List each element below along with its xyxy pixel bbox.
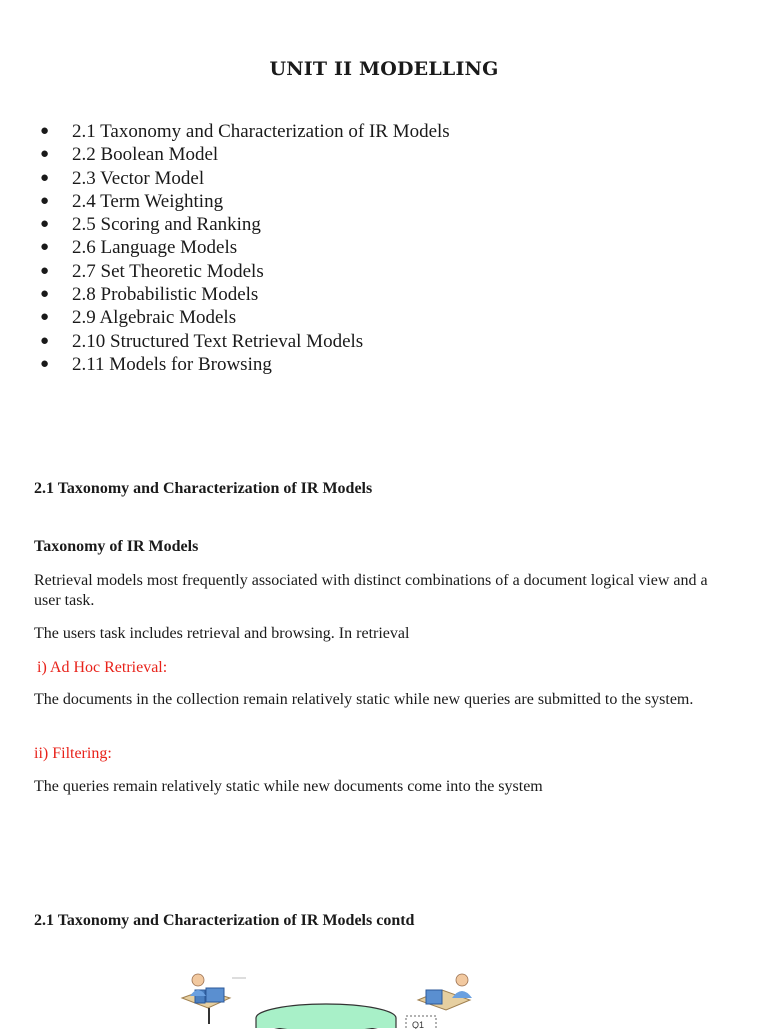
- toc-item: [38, 143, 450, 166]
- paragraph: The users task includes retrieval and browsing. In retrieval: [34, 625, 410, 642]
- bullet-icon: ●: [40, 146, 50, 163]
- bullet-icon: ●: [40, 123, 50, 139]
- toc-item: [38, 213, 450, 236]
- bullet-icon: ●: [40, 286, 50, 303]
- toc-item-label: 2.9 Algebraic Models: [72, 307, 237, 329]
- paragraph: Retrieval models most frequently associated with distinct combinations of a document logical view and a user task.: [34, 572, 708, 609]
- ir-taxonomy-diagram: [170, 968, 500, 1029]
- filtering-label: ii) Filtering:: [34, 745, 112, 762]
- table-of-contents: [38, 120, 450, 376]
- toc-item: [38, 236, 450, 259]
- user-computer-icon: [418, 974, 472, 1010]
- bullet-icon: ●: [40, 216, 50, 233]
- toc-item: [38, 167, 450, 190]
- page-title: UNIT II MODELLING: [269, 58, 499, 80]
- toc-item-label: 2.8 Probabilistic Models: [72, 284, 259, 306]
- bullet-icon: ●: [40, 355, 50, 372]
- toc-item-label: 2.5 Scoring and Ranking: [72, 214, 261, 236]
- toc-item-label: 2.4 Term Weighting: [72, 190, 224, 212]
- bullet-icon: ●: [40, 262, 50, 279]
- adhoc-retrieval-label: i) Ad Hoc Retrieval:: [37, 659, 168, 676]
- toc-item: [38, 283, 450, 306]
- diagram-svg: [170, 968, 500, 1029]
- section-heading: 2.1 Taxonomy and Characterization of IR Models contd: [34, 912, 415, 929]
- user-computer-icon: [182, 974, 246, 1024]
- section-heading: 2.1 Taxonomy and Characterization of IR Models: [34, 480, 373, 497]
- paragraph: The queries remain relatively static while new documents come into the system: [34, 778, 543, 795]
- toc-item-label: 2.1 Taxonomy and Characterization of IR Models: [72, 121, 450, 142]
- query-box-label: Q1: [412, 1020, 425, 1029]
- bullet-icon: ●: [40, 309, 50, 326]
- toc-item-label: 2.10 Structured Text Retrieval Models: [72, 330, 364, 352]
- toc-item-label: 2.11 Models for Browsing: [72, 353, 272, 375]
- toc-item: [38, 330, 450, 353]
- toc-item-label: 2.3 Vector Model: [72, 167, 205, 189]
- bullet-icon: ●: [40, 332, 50, 349]
- paragraph: The documents in the collection remain relatively static while new queries are submitted to the system.: [34, 691, 694, 708]
- toc-item-label: 2.2 Boolean Model: [72, 144, 219, 166]
- toc-item: [38, 260, 450, 283]
- toc-item: [38, 353, 450, 376]
- toc-item-label: 2.6 Language Models: [72, 237, 238, 259]
- bullet-icon: ●: [40, 239, 50, 256]
- toc-item-label: 2.7 Set Theoretic Models: [72, 260, 264, 282]
- bullet-icon: ●: [40, 169, 50, 186]
- toc-item: [38, 306, 450, 329]
- subsection-heading: Taxonomy of IR Models: [34, 538, 199, 555]
- toc-item: [38, 190, 450, 213]
- bullet-icon: ●: [40, 192, 50, 209]
- toc-item: [38, 120, 450, 143]
- document-collection-cylinder-icon: [256, 1004, 396, 1029]
